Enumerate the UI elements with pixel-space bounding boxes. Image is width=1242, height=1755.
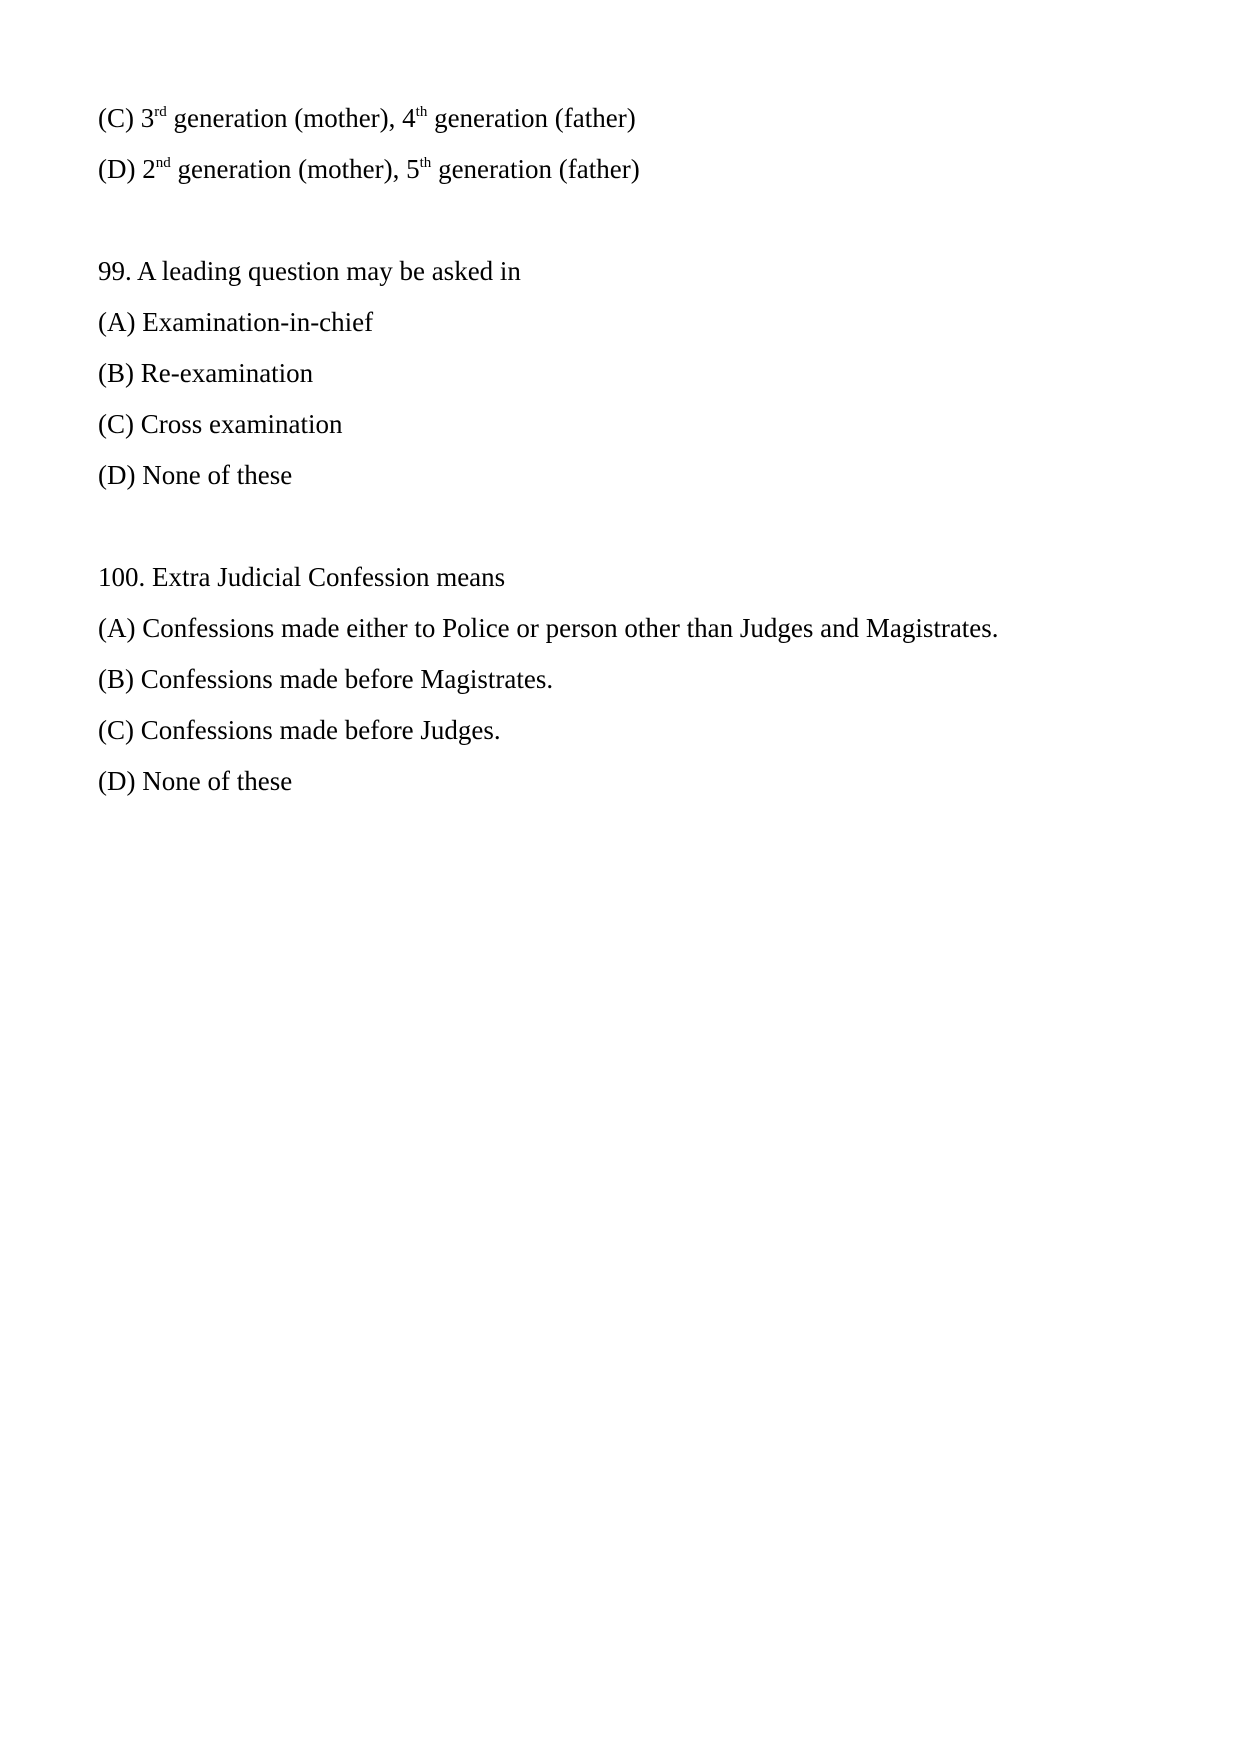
q98-option-c-suffix: generation (father) bbox=[427, 103, 636, 133]
q98-option-c-middle: generation (mother), 4 bbox=[166, 103, 416, 133]
q98-option-c-prefix: (C) 3 bbox=[98, 103, 155, 133]
q98-option-d-middle: generation (mother), 5 bbox=[170, 154, 420, 184]
q99-option-a: (A) Examination-in-chief bbox=[98, 307, 374, 337]
q99-option-d: (D) None of these bbox=[98, 460, 293, 490]
q99-question: 99. A leading question may be asked in bbox=[98, 256, 521, 286]
q98-option-c-sup1: rd bbox=[154, 104, 167, 120]
q100-question: 100. Extra Judicial Confession means bbox=[98, 562, 506, 592]
q99-option-b: (B) Re-examination bbox=[98, 358, 314, 388]
q98-option-d bbox=[98, 153, 640, 185]
q99-option-c: (C) Cross examination bbox=[98, 409, 343, 439]
q98-option-c bbox=[98, 102, 636, 134]
q98-option-d-sup2: th bbox=[419, 155, 432, 171]
q98-option-d-sup1: nd bbox=[155, 155, 171, 171]
q100-option-a: (A) Confessions made either to Police or person other than Judges and Magistrates. bbox=[98, 613, 999, 643]
q100-option-c: (C) Confessions made before Judges. bbox=[98, 715, 501, 745]
q98-option-d-suffix: generation (father) bbox=[431, 154, 640, 184]
q100-option-b: (B) Confessions made before Magistrates. bbox=[98, 664, 554, 694]
q100-option-d: (D) None of these bbox=[98, 766, 293, 796]
q98-option-c-sup2: th bbox=[415, 104, 428, 120]
q98-option-d-prefix: (D) 2 bbox=[98, 154, 156, 184]
